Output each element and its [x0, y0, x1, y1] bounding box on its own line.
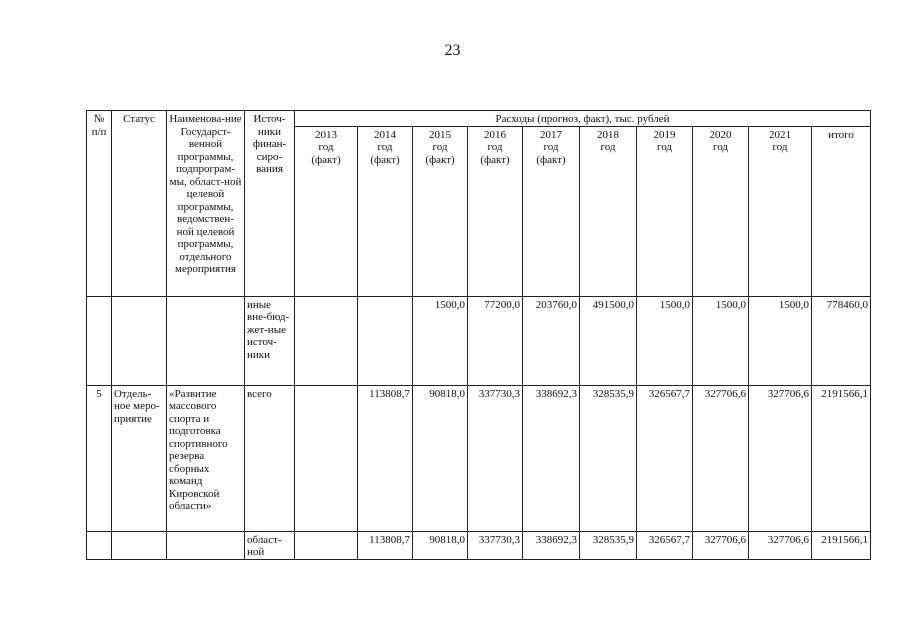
year-header-word: год: [656, 141, 673, 153]
value-cell: 1500,0: [693, 296, 749, 385]
total-cell: 2191566,1: [812, 531, 871, 559]
budget-table: [86, 110, 871, 560]
year-header: [413, 126, 468, 296]
table-row: [87, 385, 871, 531]
total-header: [812, 126, 871, 296]
row-num: [87, 531, 112, 559]
value-cell: [295, 385, 358, 531]
table-row: [87, 531, 871, 559]
header-name: Наименова-ние Государст-венной программы, подпрограм-мы, област-ной целевой программы, ведомствен-ной целевой программы, отдельного мероприятия: [167, 111, 245, 297]
year-header-word: год: [487, 141, 503, 153]
value-cell: 326567,7: [637, 385, 693, 531]
year-header: [637, 126, 693, 296]
value-cell: 337730,3: [468, 385, 523, 531]
header-status: Статус: [112, 111, 167, 297]
year-header-year: 2018: [597, 128, 619, 141]
value-cell: 328535,9: [580, 385, 637, 531]
year-header-type: (факт): [370, 153, 400, 166]
year-header-word: год: [600, 141, 616, 153]
value-cell: 1500,0: [749, 296, 812, 385]
row-num: 5: [87, 385, 112, 531]
total-cell: 2191566,1: [812, 385, 871, 531]
value-cell: 90818,0: [413, 385, 468, 531]
row-source: всего: [245, 385, 295, 531]
value-cell: [295, 296, 358, 385]
value-cell: 338692,3: [523, 385, 580, 531]
year-header: [523, 126, 580, 296]
header-expenses: Расходы (прогноз, факт), тыс. рублей: [295, 111, 871, 127]
year-header-word: год: [543, 141, 559, 153]
value-cell: 491500,0: [580, 296, 637, 385]
year-header-year: 2013: [315, 128, 337, 141]
year-header-word: год: [318, 141, 334, 153]
row-status: [112, 296, 167, 385]
year-header-type: (факт): [311, 153, 341, 166]
value-cell: 326567,7: [637, 531, 693, 559]
total-cell: 778460,0: [812, 296, 871, 385]
year-header-year: 2017: [540, 128, 562, 141]
value-cell: 203760,0: [523, 296, 580, 385]
year-header-word: год: [712, 141, 729, 153]
year-header-year: 2020: [709, 128, 732, 141]
total-header-label: итого: [828, 128, 854, 141]
value-cell: [295, 531, 358, 559]
row-status: Отдель-ное меро-приятие: [112, 385, 167, 531]
header-row-top: [87, 111, 871, 127]
header-num: № п/п: [87, 111, 112, 297]
value-cell: 90818,0: [413, 531, 468, 559]
value-cell: 113808,7: [358, 531, 413, 559]
row-name: [167, 296, 245, 385]
value-cell: 327706,6: [749, 385, 812, 531]
year-header: [749, 126, 812, 296]
value-cell: 327706,6: [693, 385, 749, 531]
year-header: [580, 126, 637, 296]
year-header-year: 2021: [769, 128, 791, 141]
year-header-year: 2015: [429, 128, 451, 141]
row-status: [112, 531, 167, 559]
value-cell: 1500,0: [637, 296, 693, 385]
value-cell: 327706,6: [749, 531, 812, 559]
year-header-word: год: [432, 141, 448, 153]
year-header-year: 2019: [653, 128, 676, 141]
row-source: иные вне-бюд-жет-ные источ-ники: [245, 296, 295, 385]
year-header-year: 2014: [374, 128, 396, 141]
table-row: [87, 296, 871, 385]
row-source: област-ной: [245, 531, 295, 559]
year-header-type: (факт): [480, 153, 510, 166]
value-cell: 113808,7: [358, 385, 413, 531]
year-header-type: (факт): [425, 153, 455, 166]
year-header-word: год: [377, 141, 393, 153]
value-cell: [358, 296, 413, 385]
year-header-type: (факт): [536, 153, 566, 166]
value-cell: 327706,6: [693, 531, 749, 559]
row-num: [87, 296, 112, 385]
row-name: «Развитие массового спорта и подготовка спортивного резерва сборных команд Кировской области»: [167, 385, 245, 531]
row-name: [167, 531, 245, 559]
page-number: 23: [444, 42, 461, 59]
year-header: [468, 126, 523, 296]
value-cell: 328535,9: [580, 531, 637, 559]
value-cell: 337730,3: [468, 531, 523, 559]
year-header: [358, 126, 413, 296]
value-cell: 338692,3: [523, 531, 580, 559]
value-cell: 77200,0: [468, 296, 523, 385]
header-source: Источ-ники финан-сиро-вания: [245, 111, 295, 297]
year-header-word: год: [772, 141, 788, 153]
year-header-year: 2016: [484, 128, 506, 141]
year-header: [693, 126, 749, 296]
value-cell: 1500,0: [413, 296, 468, 385]
year-header: [295, 126, 358, 296]
